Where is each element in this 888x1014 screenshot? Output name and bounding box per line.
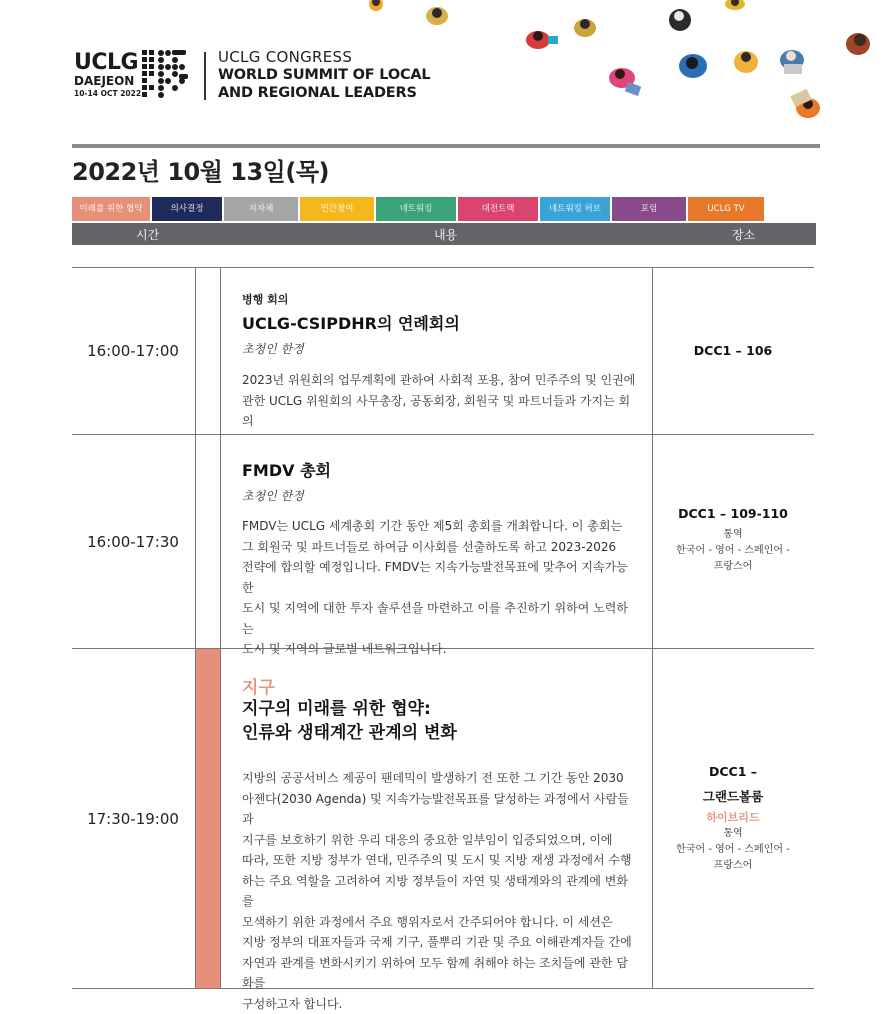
- category-color-bar: [196, 649, 220, 988]
- person-figure-2: [426, 7, 448, 25]
- session-description: 지방의 공공서비스 제공이 팬데믹이 발생하기 전 또한 그 기간 동안 2030 아젠다(2030 Agenda) 및 지속가능발전목표를 달성하는 과정에서 사람들과 지구를 보호하기 위한 우리 대응의 중요한 일부임이 입증되었으며, 이에 따라, 또한 지방 정부가 연대, 민주주의 및 도시 및 지방 재생 과정에서 수행 하는 주요 역할을 고려하여 지방 정부들이 자연 및 생태계와의 관계에 변화를 모색하기 위한 과정에서 주요 행위자로서 간주되어야 합니다. 이 세션은 지방 정부의 대표자들과 국제 기구, 풀뿌리 기관 및 주요 이해관계자들 간에 자연과 관계를 변화시키기 위하여 모두 함께 취해야 하는 조치들에 관한 담화를 구성하고자 합니다.: [242, 771, 632, 1011]
- logo-city-text: DAEJEON: [74, 74, 135, 88]
- title-rule: [72, 144, 820, 148]
- person-figure-7: [609, 68, 641, 96]
- hybrid-badge: 하이브리드: [706, 811, 760, 824]
- legend-chip-local-gov: 지자체: [224, 197, 298, 221]
- people-illustration: [360, 0, 888, 130]
- row-divider: [72, 267, 814, 268]
- column-header-content: 내용: [434, 228, 458, 242]
- legend-chip-networking-hub: 네트워킹 허브: [540, 197, 610, 221]
- invite-only-note: 초청인 한정: [242, 489, 304, 503]
- person-figure-5: [669, 9, 691, 31]
- session-category: 지구: [242, 678, 275, 698]
- session-description: FMDV는 UCLG 세계총회 기간 동안 제5회 총회를 개최합니다. 이 총회는 그 회원국 및 파트너들로 하여금 이사회를 선출하도록 하고 2023-2026 전략에 합의할 예정입니다. FMDV는 지속가능발전목표에 맞추어 지속가능한 도시 및 지역에 대한 투자 솔루션을 마련하고 이를 추진하기 위하여 노력하는 도시 및 지역의 글로벌 네트워크입니다.: [242, 519, 628, 656]
- row-divider: [72, 434, 814, 435]
- logo-dates-text: 10-14 OCT 2022: [74, 89, 142, 98]
- session-venue-line1: DCC1 –: [708, 764, 758, 779]
- column-divider: [220, 267, 221, 989]
- table-header-bar: [72, 223, 816, 245]
- person-figure-6: [725, 0, 745, 10]
- congress-title: UCLG CONGRESS: [218, 48, 353, 66]
- session-title: UCLG-CSIPDHR의 연례회의: [242, 314, 460, 333]
- legend-chip-daejeon-track: 대전트랙: [458, 197, 538, 221]
- invite-only-note: 초청인 한정: [242, 342, 304, 356]
- column-header-venue: 장소: [732, 228, 756, 242]
- session-time: 16:00-17:00: [87, 342, 179, 360]
- logo-uclg-text: UCLG: [74, 50, 139, 75]
- person-figure-9: [734, 51, 758, 73]
- session-type-label: 병행 회의: [242, 293, 289, 306]
- logo-divider: [204, 52, 206, 100]
- uclg-logo-mark-icon: [142, 48, 190, 100]
- category-legend: [72, 197, 766, 221]
- column-divider: [652, 267, 653, 989]
- session-venue-line2: 그랜드볼룸: [702, 789, 764, 804]
- legend-chip-decision: 의사결정: [152, 197, 222, 221]
- column-header-time: 시간: [136, 228, 160, 242]
- person-figure-11: [790, 89, 820, 118]
- summit-title-line1: WORLD SUMMIT OF LOCAL: [218, 67, 431, 83]
- person-figure-4: [574, 19, 596, 37]
- session-time: 17:30-19:00: [87, 810, 179, 828]
- person-figure-1: [369, 0, 383, 11]
- interpretation-info: 통역 한국어 - 영어 - 스페인어 - 프랑스어: [676, 529, 790, 572]
- person-figure-8: [679, 54, 707, 78]
- legend-chip-future-pact: 미래를 위한 협약: [72, 197, 150, 221]
- legend-chip-private: 민간참여: [300, 197, 374, 221]
- session-time: 16:00-17:30: [87, 533, 179, 551]
- person-figure-3: [526, 31, 558, 49]
- date-title: 2022년 10월 13일(목): [72, 158, 329, 186]
- session-title: 지구의 미래를 위한 협약: 인류와 생태계간 관계의 변화: [242, 699, 457, 743]
- session-venue: DCC1 – 106: [693, 343, 773, 358]
- summit-title-line2: AND REGIONAL LEADERS: [218, 85, 417, 101]
- person-figure-10: [780, 50, 804, 74]
- legend-chip-uclg-tv: UCLG TV: [688, 197, 764, 221]
- person-figure-12: [846, 33, 870, 55]
- session-title: FMDV 총회: [242, 461, 331, 480]
- legend-chip-forum: 포럼: [612, 197, 686, 221]
- session-description: 2023년 위원회의 업무계획에 관하여 사회적 포용, 참여 민주주의 및 인권에 관한 UCLG 위원회의 사무총장, 공동회장, 회원국 및 파트너들과 가지는 회의: [242, 373, 636, 428]
- legend-chip-networking: 네트워킹: [376, 197, 456, 221]
- session-venue: DCC1 – 109-110: [678, 506, 788, 521]
- interpretation-info: 통역 한국어 - 영어 - 스페인어 - 프랑스어: [676, 828, 790, 871]
